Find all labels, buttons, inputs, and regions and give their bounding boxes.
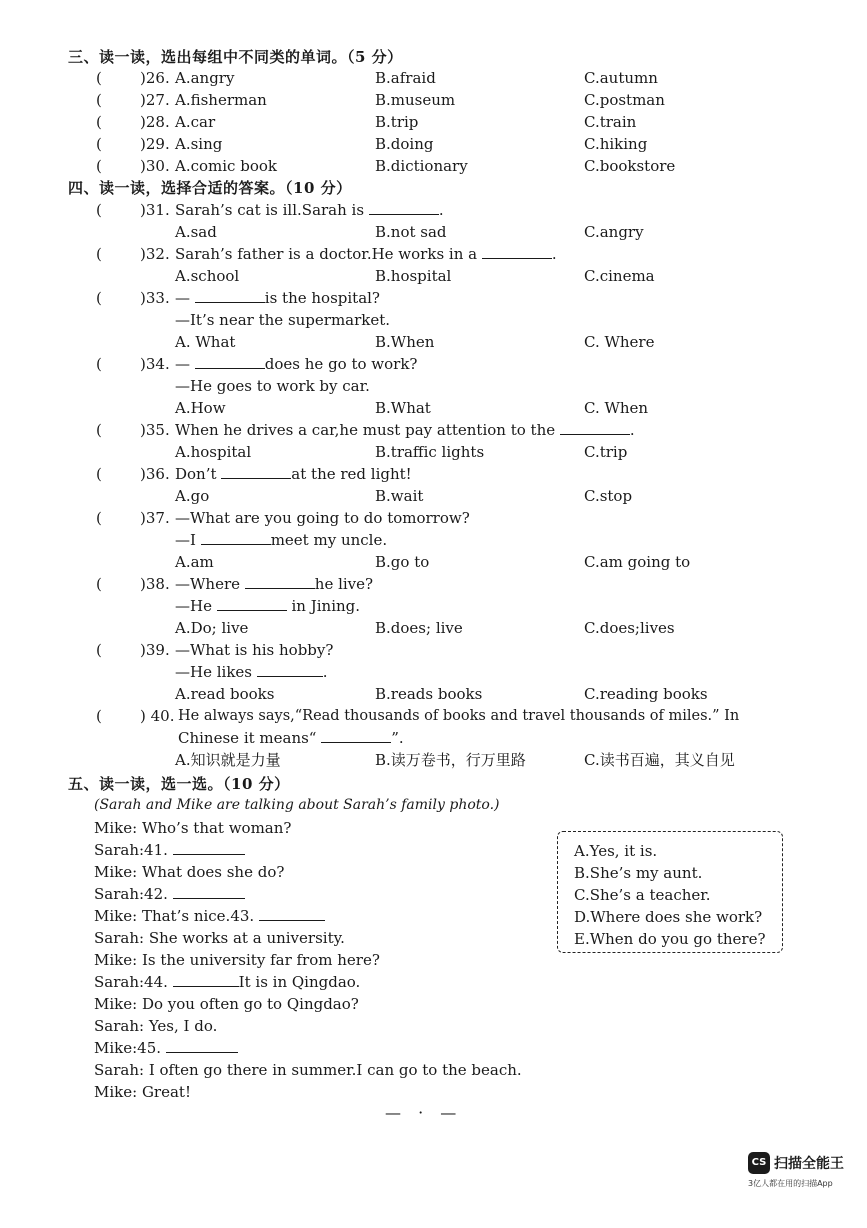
stem-text: —I bbox=[175, 531, 201, 549]
option-b: B.doing bbox=[375, 135, 434, 153]
answer-blank[interactable] bbox=[173, 840, 245, 855]
reply-text bbox=[175, 595, 360, 617]
option-c: C.bookstore bbox=[584, 157, 676, 175]
dialogue-line: Mike: Great! bbox=[94, 1083, 191, 1101]
option-a: A.fisherman bbox=[175, 91, 267, 109]
stem-text: in Jining. bbox=[286, 597, 361, 615]
option-c: C.train bbox=[584, 113, 637, 131]
option-a: A. What bbox=[175, 333, 236, 351]
question-stem bbox=[175, 243, 557, 265]
dialogue-text: Mike: That’s nice.43. bbox=[94, 907, 259, 925]
question-34 bbox=[0, 353, 867, 375]
stem-text: Sarah’s cat is ill.Sarah is bbox=[175, 201, 369, 219]
answer-blank[interactable] bbox=[201, 530, 271, 545]
question-number: )29. bbox=[140, 135, 170, 153]
answer-blank[interactable] bbox=[221, 464, 291, 479]
option-b: B.When bbox=[375, 333, 435, 351]
question-38-options bbox=[0, 617, 867, 639]
dialogue-line: Sarah: Yes, I do. bbox=[94, 1017, 218, 1035]
question-number: )32. bbox=[140, 245, 170, 263]
stem-text: Don’t bbox=[175, 465, 222, 483]
option-a: A.hospital bbox=[175, 443, 252, 461]
option-c: C.angry bbox=[584, 223, 644, 241]
question-33 bbox=[0, 287, 867, 309]
dialogue-line: Mike: What does she do? bbox=[94, 863, 285, 881]
reply-text: —It’s near the supermarket. bbox=[175, 311, 391, 329]
option-b: B.What bbox=[375, 399, 431, 417]
option-item: E.When do you go there? bbox=[574, 930, 766, 948]
dialogue-line: Sarah: I often go there in summer.I can go to the beach. bbox=[94, 1061, 522, 1079]
dialogue-text: Sarah:41. bbox=[94, 841, 173, 859]
option-b: B.traffic lights bbox=[375, 443, 485, 461]
answer-paren[interactable]: ( bbox=[96, 157, 102, 175]
watermark-subtitle: 3亿人都在用的扫描App bbox=[748, 1179, 833, 1188]
watermark-name: 扫描全能王 bbox=[774, 1156, 844, 1172]
question-stem bbox=[175, 463, 412, 485]
option-b: B.museum bbox=[375, 91, 456, 109]
question-32 bbox=[0, 243, 867, 265]
question-40-options bbox=[0, 749, 867, 771]
option-a: A.sad bbox=[175, 223, 217, 241]
question-34-options bbox=[0, 397, 867, 419]
option-c: C. When bbox=[584, 399, 649, 417]
question-stem bbox=[175, 199, 444, 221]
option-b: B.afraid bbox=[375, 69, 436, 87]
option-b: B.not sad bbox=[375, 223, 447, 241]
stem-text: —He likes bbox=[175, 663, 257, 681]
option-a: A.知识就是力量 bbox=[175, 751, 281, 769]
answer-paren[interactable]: ( bbox=[96, 421, 102, 439]
option-item: A.Yes, it is. bbox=[574, 842, 658, 860]
option-a: A.school bbox=[175, 267, 240, 285]
answer-blank[interactable] bbox=[259, 906, 325, 921]
dialogue-line: Sarah: She works at a university. bbox=[94, 929, 345, 947]
option-c: C.am going to bbox=[584, 553, 691, 571]
question-36 bbox=[0, 463, 867, 485]
stem-text: at the red light! bbox=[291, 465, 412, 483]
question-30 bbox=[0, 155, 867, 177]
question-32-options bbox=[0, 265, 867, 287]
option-c: C.hiking bbox=[584, 135, 648, 153]
question-38-reply bbox=[0, 595, 867, 617]
answer-paren[interactable]: ( bbox=[96, 707, 102, 725]
question-35 bbox=[0, 419, 867, 441]
question-stem bbox=[175, 573, 373, 595]
answer-blank[interactable] bbox=[173, 972, 239, 987]
question-stem bbox=[178, 727, 404, 749]
question-40-line2 bbox=[0, 727, 867, 749]
question-stem: —What is his hobby? bbox=[175, 641, 334, 659]
question-stem bbox=[175, 419, 635, 441]
dialogue-text: Mike:45. bbox=[94, 1039, 166, 1057]
question-stem: —What are you going to do tomorrow? bbox=[175, 509, 470, 527]
dialogue-line bbox=[94, 883, 245, 905]
option-a: A.Do; live bbox=[175, 619, 249, 637]
question-39-options bbox=[0, 683, 867, 705]
dialogue-line bbox=[94, 1037, 238, 1059]
question-number: )27. bbox=[140, 91, 170, 109]
stem-text: . bbox=[438, 201, 444, 219]
question-number: )39. bbox=[140, 641, 170, 659]
stem-text: —Where bbox=[175, 575, 245, 593]
answer-paren[interactable]: ( bbox=[96, 201, 102, 219]
stem-text: . bbox=[551, 245, 557, 263]
question-33-options bbox=[0, 331, 867, 353]
option-b: B.wait bbox=[375, 487, 424, 505]
option-c: C.does;lives bbox=[584, 619, 675, 637]
question-31-options bbox=[0, 221, 867, 243]
question-number: )31. bbox=[140, 201, 170, 219]
answer-paren[interactable]: ( bbox=[96, 113, 102, 131]
option-a: A.am bbox=[175, 553, 214, 571]
answer-blank[interactable] bbox=[560, 420, 630, 435]
answer-blank[interactable] bbox=[245, 574, 315, 589]
option-item: C.She’s a teacher. bbox=[574, 886, 711, 904]
stem-text: does he go to work? bbox=[264, 355, 418, 373]
question-number: )30. bbox=[140, 157, 170, 175]
answer-paren[interactable]: ( bbox=[96, 575, 102, 593]
stem-text: . bbox=[322, 663, 328, 681]
dialogue-text: Sarah:44. bbox=[94, 973, 173, 991]
camscanner-logo-icon: CS bbox=[748, 1152, 770, 1174]
option-a: A.angry bbox=[175, 69, 235, 87]
answer-blank[interactable] bbox=[217, 596, 287, 611]
question-number: )36. bbox=[140, 465, 170, 483]
question-number: )28. bbox=[140, 113, 170, 131]
answer-blank[interactable] bbox=[173, 884, 245, 899]
option-b: B.go to bbox=[375, 553, 430, 571]
option-a: A.sing bbox=[175, 135, 223, 153]
option-b: B.dictionary bbox=[375, 157, 468, 175]
option-c: C.reading books bbox=[584, 685, 708, 703]
option-c: C.postman bbox=[584, 91, 665, 109]
question-39-reply bbox=[0, 661, 867, 683]
question-27 bbox=[0, 89, 867, 111]
option-c: C.autumn bbox=[584, 69, 658, 87]
question-number: )35. bbox=[140, 421, 170, 439]
option-b: B.does; live bbox=[375, 619, 463, 637]
question-number: )33. bbox=[140, 289, 170, 307]
stem-text: . bbox=[629, 421, 635, 439]
section-3-title: 三、读一读，选出每组中不同类的单词。（5 分） bbox=[68, 48, 403, 66]
question-number: )26. bbox=[140, 69, 170, 87]
option-a: A.How bbox=[175, 399, 226, 417]
question-40 bbox=[0, 705, 867, 727]
question-33-reply bbox=[0, 309, 867, 331]
option-a: A.car bbox=[175, 113, 216, 131]
option-a: A.comic book bbox=[175, 157, 277, 175]
answer-blank[interactable] bbox=[195, 354, 265, 369]
option-c: C.cinema bbox=[584, 267, 655, 285]
answer-paren[interactable]: ( bbox=[96, 289, 102, 307]
answer-blank[interactable] bbox=[369, 200, 439, 215]
options-box bbox=[557, 831, 783, 953]
option-c: C.trip bbox=[584, 443, 628, 461]
answer-blank[interactable] bbox=[321, 728, 391, 743]
reply-text bbox=[175, 529, 387, 551]
option-a: A.read books bbox=[175, 685, 275, 703]
stem-text: — bbox=[175, 355, 195, 373]
option-item: D.Where does she work? bbox=[574, 908, 763, 926]
question-26 bbox=[0, 67, 867, 89]
question-number: ) 40. bbox=[140, 707, 175, 725]
dialogue-text: Sarah:42. bbox=[94, 885, 173, 903]
dialogue-line: Mike: Who’s that woman? bbox=[94, 819, 292, 837]
stem-text: Sarah’s father is a doctor.He works in a bbox=[175, 245, 482, 263]
answer-blank[interactable] bbox=[166, 1038, 238, 1053]
question-35-options bbox=[0, 441, 867, 463]
answer-paren[interactable]: ( bbox=[96, 135, 102, 153]
question-number: )34. bbox=[140, 355, 170, 373]
answer-blank[interactable] bbox=[195, 288, 265, 303]
dialogue-line bbox=[94, 905, 325, 927]
question-39 bbox=[0, 639, 867, 661]
stem-text: he live? bbox=[314, 575, 374, 593]
dialogue-context: (Sarah and Mike are talking about Sarah’s family photo.) bbox=[94, 797, 500, 813]
answer-paren[interactable]: ( bbox=[96, 465, 102, 483]
question-37 bbox=[0, 507, 867, 529]
section-4-title: 四、读一读，选择合适的答案。（10 分） bbox=[68, 179, 352, 197]
question-29 bbox=[0, 133, 867, 155]
dialogue-line: Mike: Is the university far from here? bbox=[94, 951, 380, 969]
answer-paren[interactable]: ( bbox=[96, 355, 102, 373]
stem-text: — bbox=[175, 289, 195, 307]
dialogue-line bbox=[94, 971, 360, 993]
option-b: B.trip bbox=[375, 113, 419, 131]
reply-text bbox=[175, 661, 328, 683]
question-37-options bbox=[0, 551, 867, 573]
dialogue-line bbox=[94, 839, 245, 861]
answer-paren[interactable]: ( bbox=[96, 245, 102, 263]
question-stem bbox=[175, 353, 417, 375]
stem-text: meet my uncle. bbox=[270, 531, 388, 549]
option-item: B.She’s my aunt. bbox=[574, 864, 703, 882]
question-37-reply bbox=[0, 529, 867, 551]
question-stem bbox=[175, 287, 380, 309]
answer-blank[interactable] bbox=[257, 662, 323, 677]
dialogue-text: It is in Qingdao. bbox=[238, 973, 361, 991]
answer-paren[interactable]: ( bbox=[96, 509, 102, 527]
answer-paren[interactable]: ( bbox=[96, 91, 102, 109]
answer-paren[interactable]: ( bbox=[96, 641, 102, 659]
question-28 bbox=[0, 111, 867, 133]
stem-text: ”. bbox=[391, 729, 404, 747]
reply-text: —He goes to work by car. bbox=[175, 377, 370, 395]
question-31 bbox=[0, 199, 867, 221]
question-stem: He always says,“Read thousands of books and travel thousands of miles.” In bbox=[178, 708, 740, 724]
question-38 bbox=[0, 573, 867, 595]
answer-blank[interactable] bbox=[482, 244, 552, 259]
stem-text: Chinese it means“ bbox=[178, 729, 322, 747]
stem-text: is the hospital? bbox=[264, 289, 380, 307]
option-b: B.reads books bbox=[375, 685, 483, 703]
question-36-options bbox=[0, 485, 867, 507]
stem-text: When he drives a car,he must pay attention to the bbox=[175, 421, 560, 439]
section-5-title: 五、读一读，选一选。（10 分） bbox=[68, 775, 290, 793]
answer-paren[interactable]: ( bbox=[96, 69, 102, 87]
option-c: C. Where bbox=[584, 333, 655, 351]
stem-text: —He bbox=[175, 597, 217, 615]
question-number: )37. bbox=[140, 509, 170, 527]
option-c: C.stop bbox=[584, 487, 633, 505]
question-number: )38. bbox=[140, 575, 170, 593]
option-c: C.读书百遍，其义自见 bbox=[584, 751, 735, 769]
option-b: B.读万卷书，行万里路 bbox=[375, 751, 526, 769]
page-number: — · — bbox=[385, 1103, 463, 1122]
option-a: A.go bbox=[175, 487, 210, 505]
option-b: B.hospital bbox=[375, 267, 452, 285]
dialogue-line: Mike: Do you often go to Qingdao? bbox=[94, 995, 359, 1013]
question-34-reply bbox=[0, 375, 867, 397]
